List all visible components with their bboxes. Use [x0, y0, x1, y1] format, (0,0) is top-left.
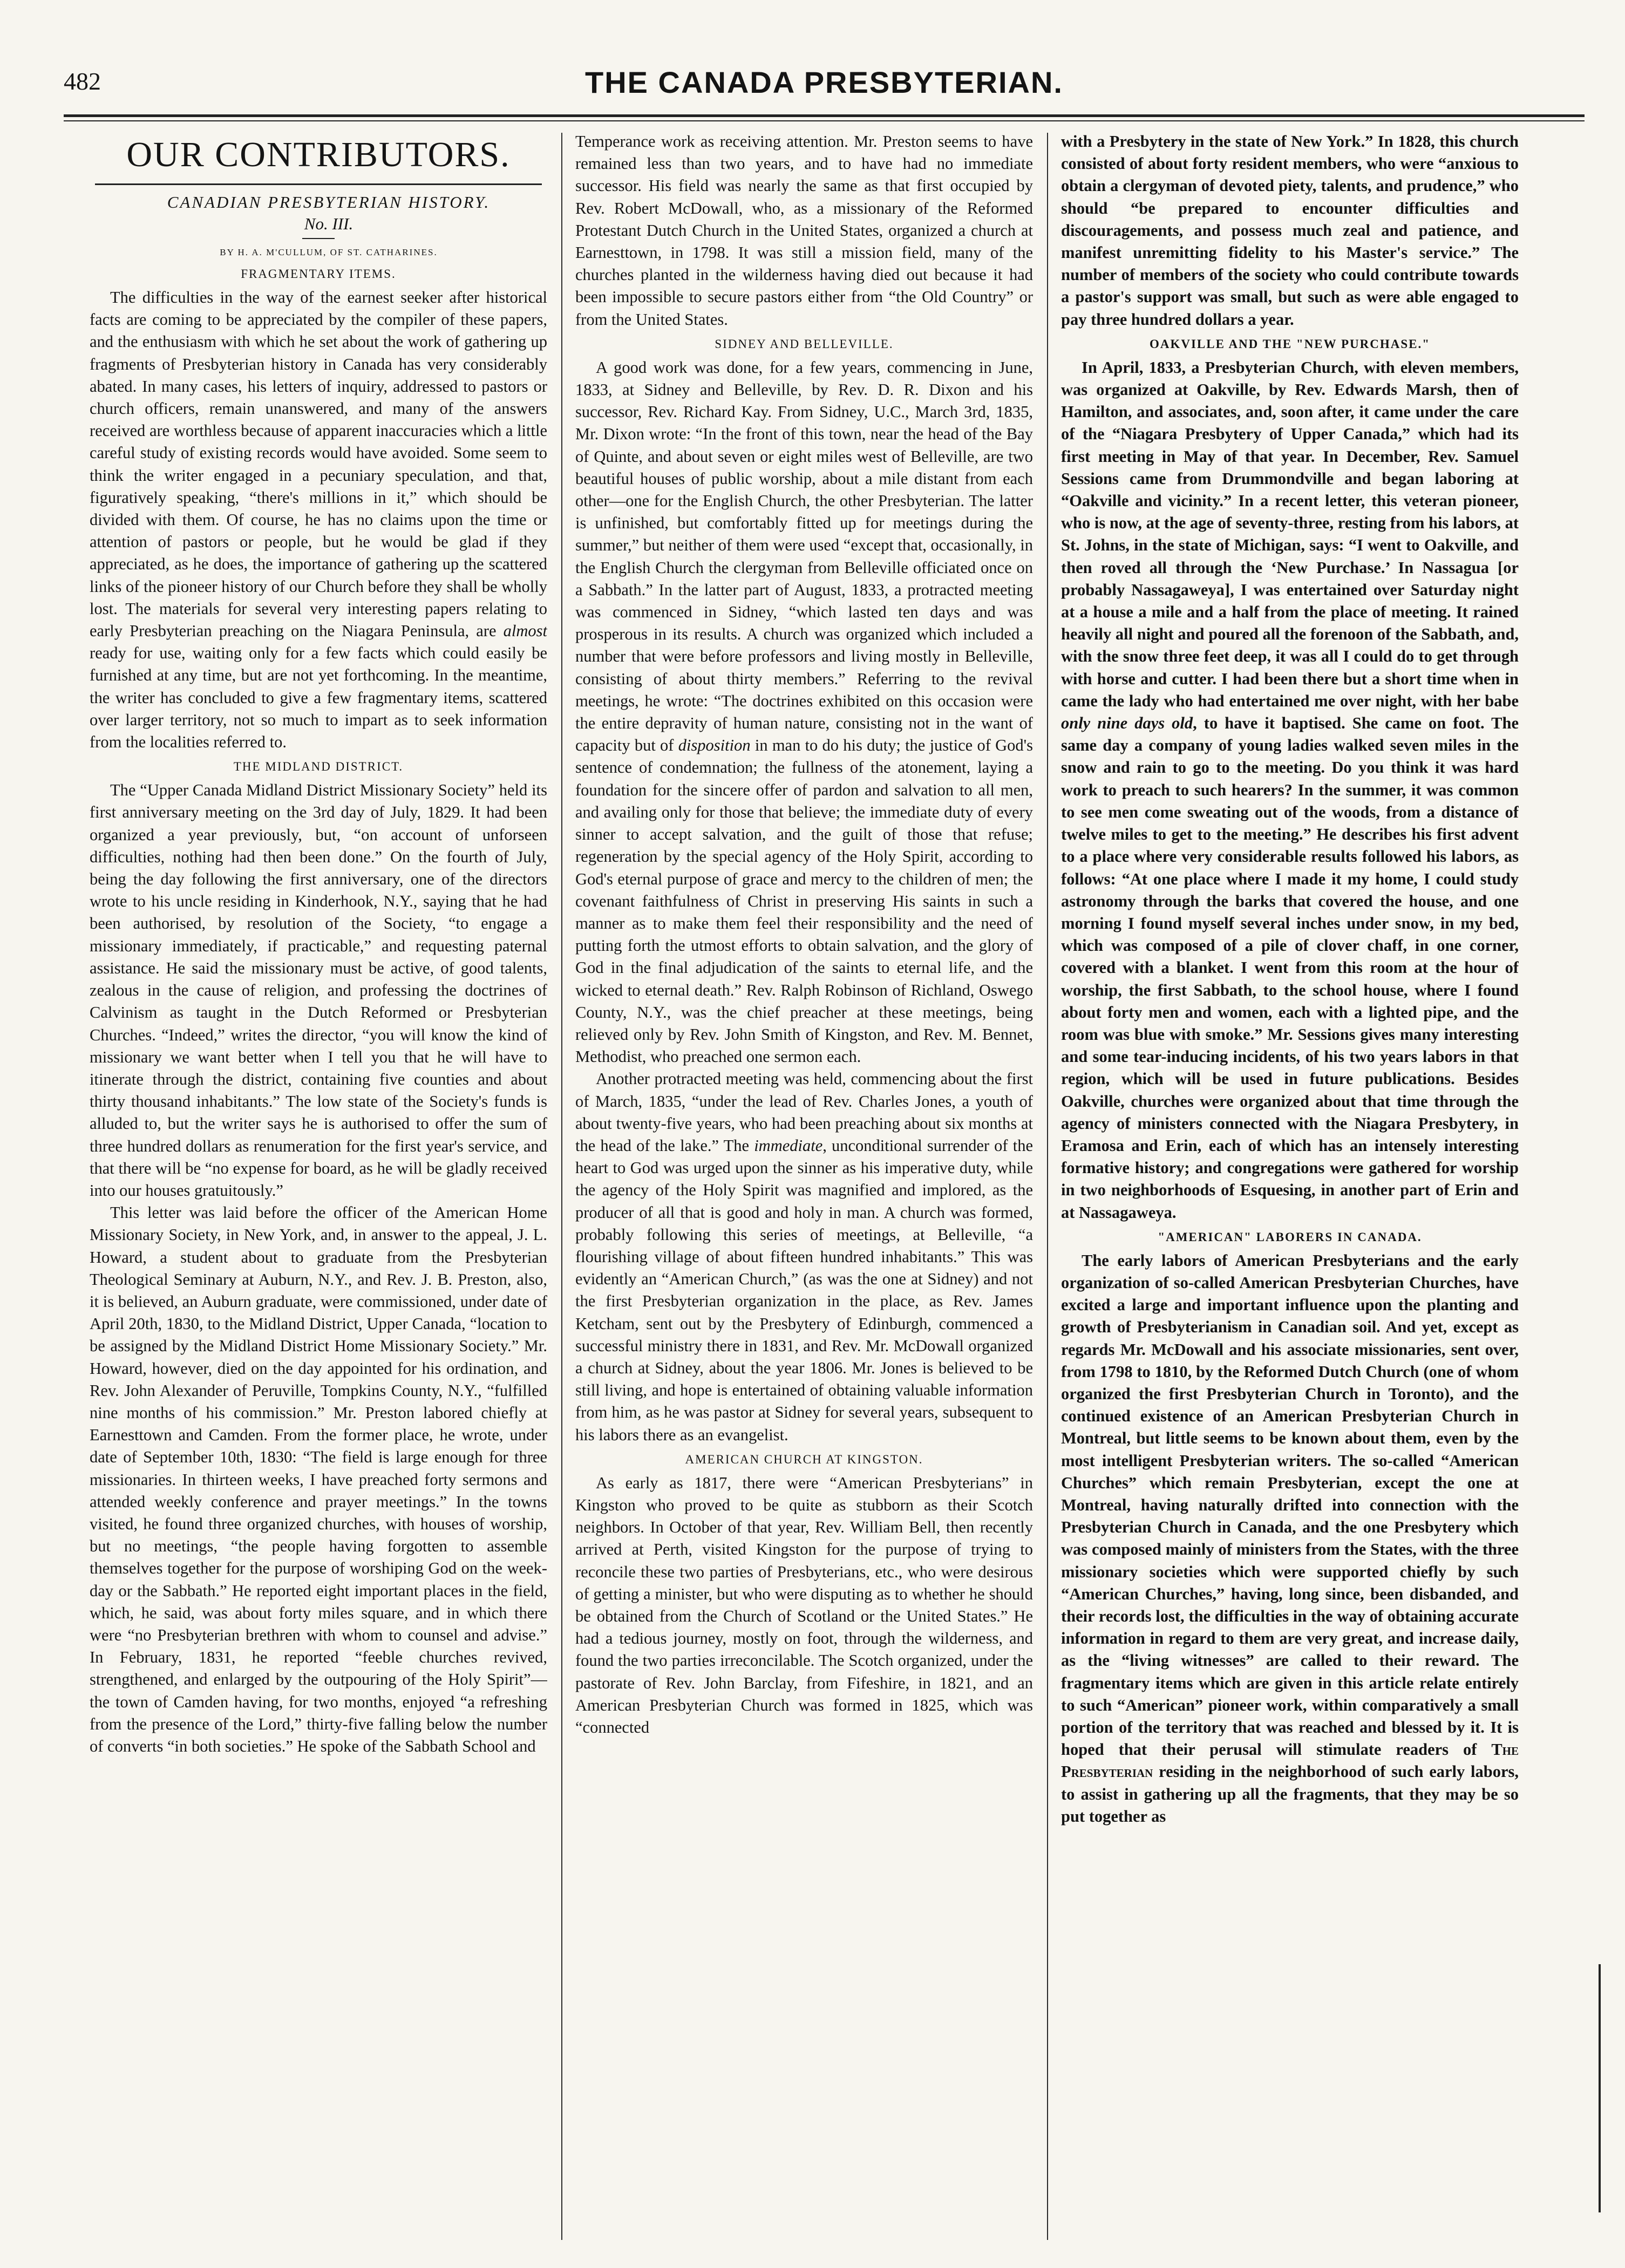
- short-rule: [302, 238, 335, 239]
- page-number: 482: [64, 67, 101, 95]
- article-title: CANADIAN PRESBYTERIAN HISTORY.: [167, 193, 491, 212]
- subhead-american-laborers: "AMERICAN" LABORERS IN CANADA.: [1158, 1230, 1422, 1244]
- section-rule: [95, 183, 542, 185]
- paragraph: This letter was laid before the officer of the American Home Missionary Society, in New York, and, in answer to the appeal, J. L. Howard, a student about to graduate from the Presbyterian Theological Seminary at Auburn, N.Y., and Rev. J. B. Preston, also, it is believed, an Auburn graduate, were commissioned, under date of April 20th, 1830, to the Midland District, Upper Canada, “location to be assigned by the Midland District Home Missionary Society.” Mr. Howard, however, died on the day appointed for his ordination, and Rev. John Alexander of Peruville, Tompkins County, N.Y., “fulfilled nine months of his commission.” Mr. Preston labored chiefly at Earnesttown and Camden. From the former place, he wrote, under date of September 10th, 1830: “The field is large enough for three missionaries. In thirteen weeks, I have preached forty sermons and attended weekly conference and prayer meetings.” In the towns visited, he found three organized churches, with houses of worship, but no meetings, “the people having forgotten to assemble themselves together for the purpose of worshiping God on the week-day or the Sabbath.” He reported eight important places in the field, which, he said, was about forty miles square, and in which there were “no Presbyterian brethren with whom to counsel and advise.” In February, 1831, he reported “feeble churches revived, strengthened, and enlarged by the outpouring of the Holy Spirit”—the town of Camden having, for two months, enjoyed “a refreshing from the presence of the Lord,” thirty-five falling below the number of converts “in both societies.” He spoke of the Sabbath School and: [90, 1203, 547, 1755]
- paragraph: A good work was done, for a few years, commencing in June, 1833, at Sidney and Belleville, by Rev. D. R. Dixon and his successor, Rev. Richard Kay. From Sidney, U.C., March 3rd, 1835, Mr. Dixon wrote: “In the front of this town, near the head of the Bay of Quinte, and about seven or eight miles west of Belleville, are two beautiful houses of public worship, about a mile distant from each other—one for the English Church, the other Presbyterian. The latter is unfinished, but comfortably fitted up for meetings during the summer,” but neither of them were used “except that, occasionally, in the English Church the clergyman from Belleville officiated once on a Sabbath.” In the latter part of August, 1833, a protracted meeting was commenced in Sidney, “which lasted ten days and was prosperous in its results. A church was organized which included a number that were before professors and living mostly in Belleville, consisting of about thirty members.” Referring to the revival meetings, he wrote: “The doctrines exhibited on this occasion were the entire depravity of human nature, consisting not in the want of capacity but of disposition in man to do his duty; the justice of God's sentence of condemnation; the fullness of the atonement, laying a foundation for the sincere offer of pardon and salvation to all men, and availing only for those that believe; the immediate duty of every sinner to accept salvation, and the guilt of those that refuse; regeneration by the special agency of the Holy Spirit, according to God's eternal purpose of grace and mercy to the children of men; the covenant faithfulness of Christ in preserving His saints in such a manner as to make them feel their responsibility and the need of putting forth the utmost efforts to obtain salvation, and the glory of God in the final adjudication of the saints to eternal life, and the wicked to eternal death.” Rev. Ralph Robinson of Richland, Oswego County, N.Y., was the chief preacher at these meetings, being relieved only by Rev. John Smith of Kingston, and Rev. M. Bennet, Methodist, who preached one sermon each.: [575, 358, 1033, 1066]
- masthead-rule: [64, 114, 1585, 117]
- paragraph: Another protracted meeting was held, commencing about the first of March, 1835, “under the lead of Rev. Charles Jones, a youth of about twenty-five years, who had been preaching about six months at the head of the lake.” The immediate, unconditional surrender of the heart to God was urged upon the sinner as his imperative duty, while the agency of the Holy Spirit was magnified and implored, as the producer of all that is good and holy in man. A church was formed, probably following this series of meetings, at Belleville, “a flourishing village of about fifteen hundred inhabitants.” This was evidently an “American Church,” (as was the one at Sidney) and not the first Presbyterian organization in the place, as Rev. James Ketcham, sent out by the Presbytery of Edinburgh, commenced a successful ministry there in 1831, and Rev. Mr. McDowall organized a church at Sidney, about the year 1806. Mr. Jones is believed to be still living, and hope is entertained of obtaining valuable information from him, as he was pastor at Sidney for several years, subsequent to his labors there as an evangelist.: [575, 1070, 1033, 1444]
- masthead-rule-thin: [64, 120, 1585, 121]
- column-3: [1061, 131, 1519, 2246]
- subhead-midland-district: THE MIDLAND DISTRICT.: [233, 760, 404, 774]
- subhead-fragmentary-items: FRAGMENTARY ITEMS.: [241, 267, 396, 281]
- margin-mark: [1599, 1964, 1601, 2212]
- paragraph: The difficulties in the way of the earnest seeker after historical facts are coming to be appreciated by the compiler of these papers, and the enthusiasm with which he set about the work of gathering up fragments of Presbyterian history in Canada has very considerably abated. In many cases, his letters of inquiry, addressed to pastors or church officers, remain unanswered, and many of the answers received are worthless because of apparent inaccuracies which a little careful study of existing records would have avoided. Some seem to think the writer engaged in a pecuniary speculation, and that, figuratively speaking, “there's millions in it,” which should be divided with them. Of course, he has no claims upon the time or attention of pastors or people, but he would be glad if they appreciated, as he does, the importance of gathering up the scattered links of the pioneer history of our Church before they shall be wholly lost. The materials for several very interesting papers relating to early Presbyterian preaching on the Niagara Peninsula, are almost ready for use, waiting only for a few facts which could easily be furnished at any time, but are not yet forthcoming. In the meantime, the writer has concluded to give a few fragmentary items, scattered over larger territory, not so much to impart as to seek information from the localities referred to.: [90, 288, 547, 752]
- paragraph: The early labors of American Presbyterians and the early organization of so-called American Presbyterian Churches, have excited a large and important influence upon the planting and growth of Presbyterianism in Canadian soil. And yet, except as regards Mr. McDowall and his associate missionaries, sent over, from 1798 to 1810, by the Reformed Dutch Church (one of whom organized the first Presbyterian Church in Toronto), and the continued existence of an American Presbyterian Church in Montreal, but little seems to be known about them, even by the most intelligent Presbyterian writers. The so-called “American Churches” which remain Presbyterian, except the one at Montreal, having naturally drifted into connection with the Presbyterian Church in Canada, and the one Presbytery which was composed mainly of ministers from the States, with the three missionary societies which were supported chiefly by such “American Churches,” having, long since, been disbanded, and their records lost, the difficulties in the way of obtaining accurate information in regard to them are very great, and increase daily, as the “living witnesses” are called to their reward. The fragmentary items which are given in this article relate entirely to such “American” pioneer work, within comparatively a small portion of the territory that was reached and blessed by it. It is hoped that their perusal will stimulate readers of The Presbyterian residing in the neighborhood of such early labors, to assist in gathering up all the fragments, that they may be so put together as: [1061, 1251, 1519, 1826]
- masthead: [64, 65, 1585, 107]
- column-1: [90, 131, 547, 2246]
- subhead-oakville: OAKVILLE AND THE "NEW PURCHASE.": [1149, 337, 1431, 351]
- paragraph: with a Presbytery in the state of New York.” In 1828, this church consisted of about forty resident members, who were “anxious to obtain a clergyman of devoted piety, talents, and prudence,” who should “be prepared to encounter difficulties and discouragements, and possess much zeal and patience, and manifest unremitting fidelity to his Master's service.” The number of members of the society who could contribute towards a pastor's support was small, but such as were able engaged to pay three hundred dollars a year.: [1061, 132, 1519, 329]
- paragraph: The “Upper Canada Midland District Missionary Society” held its first anniversary meeting on the 3rd day of July, 1829. It had been organized a year previously, but, “on account of unforseen difficulties, nothing had then been done.” On the fourth of July, being the day following the first anniversary, one of the directors wrote to his uncle residing in Kinderhook, N.Y., saying that he had been authorised, by resolution of the Society, “to engage a missionary immediately, if practicable,” and requesting paternal assistance. He said the missionary must be active, of good talents, zealous in the cause of religion, and professing the doctrines of Calvinism as taught in the Dutch Reformed or Presbyterian Churches. “Indeed,” writes the director, “you will know the kind of missionary we want better when I tell you that he will have to itinerate through the district, containing five counties and about thirty thousand inhabitants.” The low state of the Society's funds is alluded to, but the writer says he is authorised to offer the sum of three hundred dollars as renumeration for the first year's service, and that there will be “no expense for board, as he will be gladly received into our houses gratuitously.”: [90, 781, 547, 1200]
- byline: BY H. A. M'CULLUM, OF ST. CATHARINES.: [220, 247, 438, 257]
- paragraph: As early as 1817, there were “American Presbyterians” in Kingston who proved to be quite as stubborn as their Scotch neighbors. In October of that year, Rev. William Bell, then recently arrived at Perth, visited Kingston for the purpose of trying to reconcile these two parties of Presbyterians, etc., who were desirous of getting a minister, but who were disputing as to whether he should be obtained from the Church of Scotland or the United States.” He had a tedious journey, mostly on foot, through the wilderness, and found the two parties irreconcilable. The Scotch organized, under the pastorate of Rev. John Barclay, from Fifeshire, in 1821, and an American Presbyterian Church was formed in 1825, which was “connected: [575, 1473, 1033, 1737]
- paragraph: In April, 1833, a Presbyterian Church, with eleven members, was organized at Oakville, by Rev. Edwards Marsh, then of Hamilton, and associates, and, soon after, it came under the care of the “Niagara Presbytery of Upper Canada,” which had its first meeting in May of that year. In December, Rev. Samuel Sessions came from Drummondville and began laboring at “Oakville and vicinity.” In a recent letter, this veteran pioneer, who is now, at the age of seventy-three, resting from his labors, at St. Johns, in the state of Michigan, says: “I went to Oakville, and then roved all through the ‘New Purchase.’ In Nassagua [or probably Nassagaweya], I was entertained over Saturday night at a house a mile and a half from the place of meeting. It rained heavily all night and poured all the forenoon of the Sabbath, and, with the snow three feet deep, it was all I could do to get through with horse and cutter. I had been there but a short time when in came the lady who had entertained me over night, with her babe only nine days old, to have it baptised. She came on foot. The same day a company of young ladies walked seven miles in the snow and rain to go to the meeting. Do you think it was hard work to preach to such hearers? In the summer, it was common to see men come sweating out of the woods, from a distance of twelve miles to get to the meeting.” He describes his first advent to a place where very considerable results followed his labors, as follows: “At one place where I made it my home, I could study astronomy through the barks that covered the house, and one morning I found myself several inches under snow, in my bed, which was composed of a pile of clover chaff, in one corner, covered with a blanket. I went from this room at the hour of worship, the first Sabbath, to the school house, where I found about forty men and women, each with a lighted pipe, and the room was blue with smoke.” Mr. Sessions gives many interesting and some tear-inducing incidents, of his two years labors in that region, which will be used in future publications. Besides Oakville, churches were organized about that time through the agency of ministers connected with the Niagara Presbytery, in Eramosa and Erin, each of which has an intensely interesting formative history; and congregations were gathered for worship in two neighborhoods of Esquesing, in another part of Erin and at Nassagaweya.: [1061, 358, 1519, 1222]
- column-2: [575, 131, 1033, 2246]
- subhead-sidney-belleville: SIDNEY AND BELLEVILLE.: [715, 337, 894, 351]
- subhead-kingston: AMERICAN CHURCH AT KINGSTON.: [685, 1452, 923, 1466]
- paragraph: Temperance work as receiving attention. Mr. Preston seems to have remained less than two years, and to have had no immediate successor. His field was nearly the same as that first occupied by Rev. Robert McDowall, who, as a missionary of the Reformed Protestant Dutch Church in the United States, organized a church at Earnesttown, in 1798. It was still a mission field, many of the churches planted in the wilderness having died out because it had been impossible to secure pastors either from “the Old Country” or from the United States.: [575, 132, 1033, 329]
- paper-title: THE CANADA PRESBYTERIAN.: [585, 65, 1063, 99]
- article-number: No. III.: [304, 214, 353, 233]
- section-title: OUR CONTRIBUTORS.: [126, 135, 511, 174]
- column-divider: [561, 133, 562, 2240]
- column-divider: [1047, 133, 1048, 2240]
